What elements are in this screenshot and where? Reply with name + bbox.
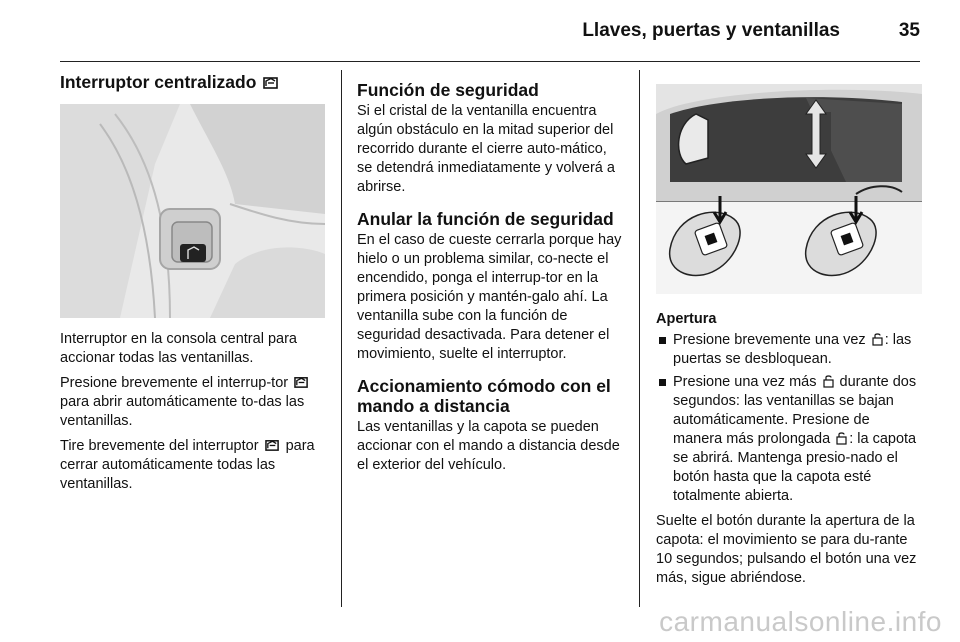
list-item: Presione brevemente una vez : las puertas se desbloquean. <box>656 331 922 369</box>
running-header-title: Llaves, puertas y ventanillas <box>582 20 840 41</box>
paragraph-1: Interruptor en la consola central para accionar todas las ventanillas. <box>60 331 297 366</box>
window-switch-icon <box>265 438 280 452</box>
header-rule <box>60 61 920 62</box>
column-3 <box>656 84 922 594</box>
heading-remote-comfort: Accionamiento cómodo con el mando a distancia <box>357 376 611 416</box>
console-switch-figure <box>60 104 325 318</box>
section-heading-central-switch <box>60 72 325 92</box>
watermark: carmanualsonline.info <box>659 606 942 637</box>
opening-steps-list <box>656 331 922 506</box>
paragraph-3: Tire brevemente del interruptor para cerrar automáticamente todas las ventanillas. <box>60 438 315 492</box>
paragraph-remote-comfort: Las ventanillas y la capota se pueden accionar con el mando a distancia desde el exterior del vehículo. <box>357 419 620 473</box>
bullet-icon <box>659 337 666 344</box>
column-divider-1 <box>341 70 342 607</box>
paragraph-override-safety: En el caso de cueste cerrarla porque hay hielo o un problema similar, co-necte el encendido, ponga el interrup-tor en la primera posición y mantén-galo ahí. La ventanilla sube con la función de seguridad desactivada. Para detener el movimiento, suelte el interruptor. <box>357 232 622 362</box>
subheading-opening: Apertura <box>656 311 717 327</box>
list-item: Presione una vez más durante dos segundos: las ventanillas se bajan automáticamente. Presione de manera más prolongada : la capota se abrirá. Mantenga presio-nado el botón hasta que la capota esté totalmente abierta. <box>656 373 922 506</box>
paragraph-safety-function: Si el cristal de la ventanilla encuentra algún obstáculo en la mitad superior del recorrido durante el cierre auto-mático, se detendrá inmediatamente y volverá a abrirse. <box>357 103 615 195</box>
remote-window-figure <box>656 84 922 294</box>
paragraph-2: Presione brevemente el interrup-tor para abrir automáticamente to-das las ventanillas. <box>60 374 325 431</box>
column-2 <box>357 80 625 487</box>
unlock-icon <box>823 374 834 388</box>
page-number: 35 <box>898 20 920 41</box>
bullet-icon <box>659 379 666 386</box>
heading-override-safety: Anular la función de seguridad <box>357 209 614 229</box>
unlock-icon <box>836 431 847 445</box>
unlock-icon <box>872 332 883 346</box>
column-divider-2 <box>639 70 640 607</box>
paragraph-release-button: Suelte el botón durante la apertura de la capota: el movimiento se para du-rante 10 segundos; pulsando el botón una vez más, sigue abriéndose. <box>656 513 917 586</box>
heading-safety-function: Función de seguridad <box>357 80 539 100</box>
window-switch-icon <box>263 75 279 90</box>
column-1 <box>60 72 325 500</box>
window-switch-icon <box>294 375 309 389</box>
heading-text: Interruptor centralizado <box>60 72 257 92</box>
